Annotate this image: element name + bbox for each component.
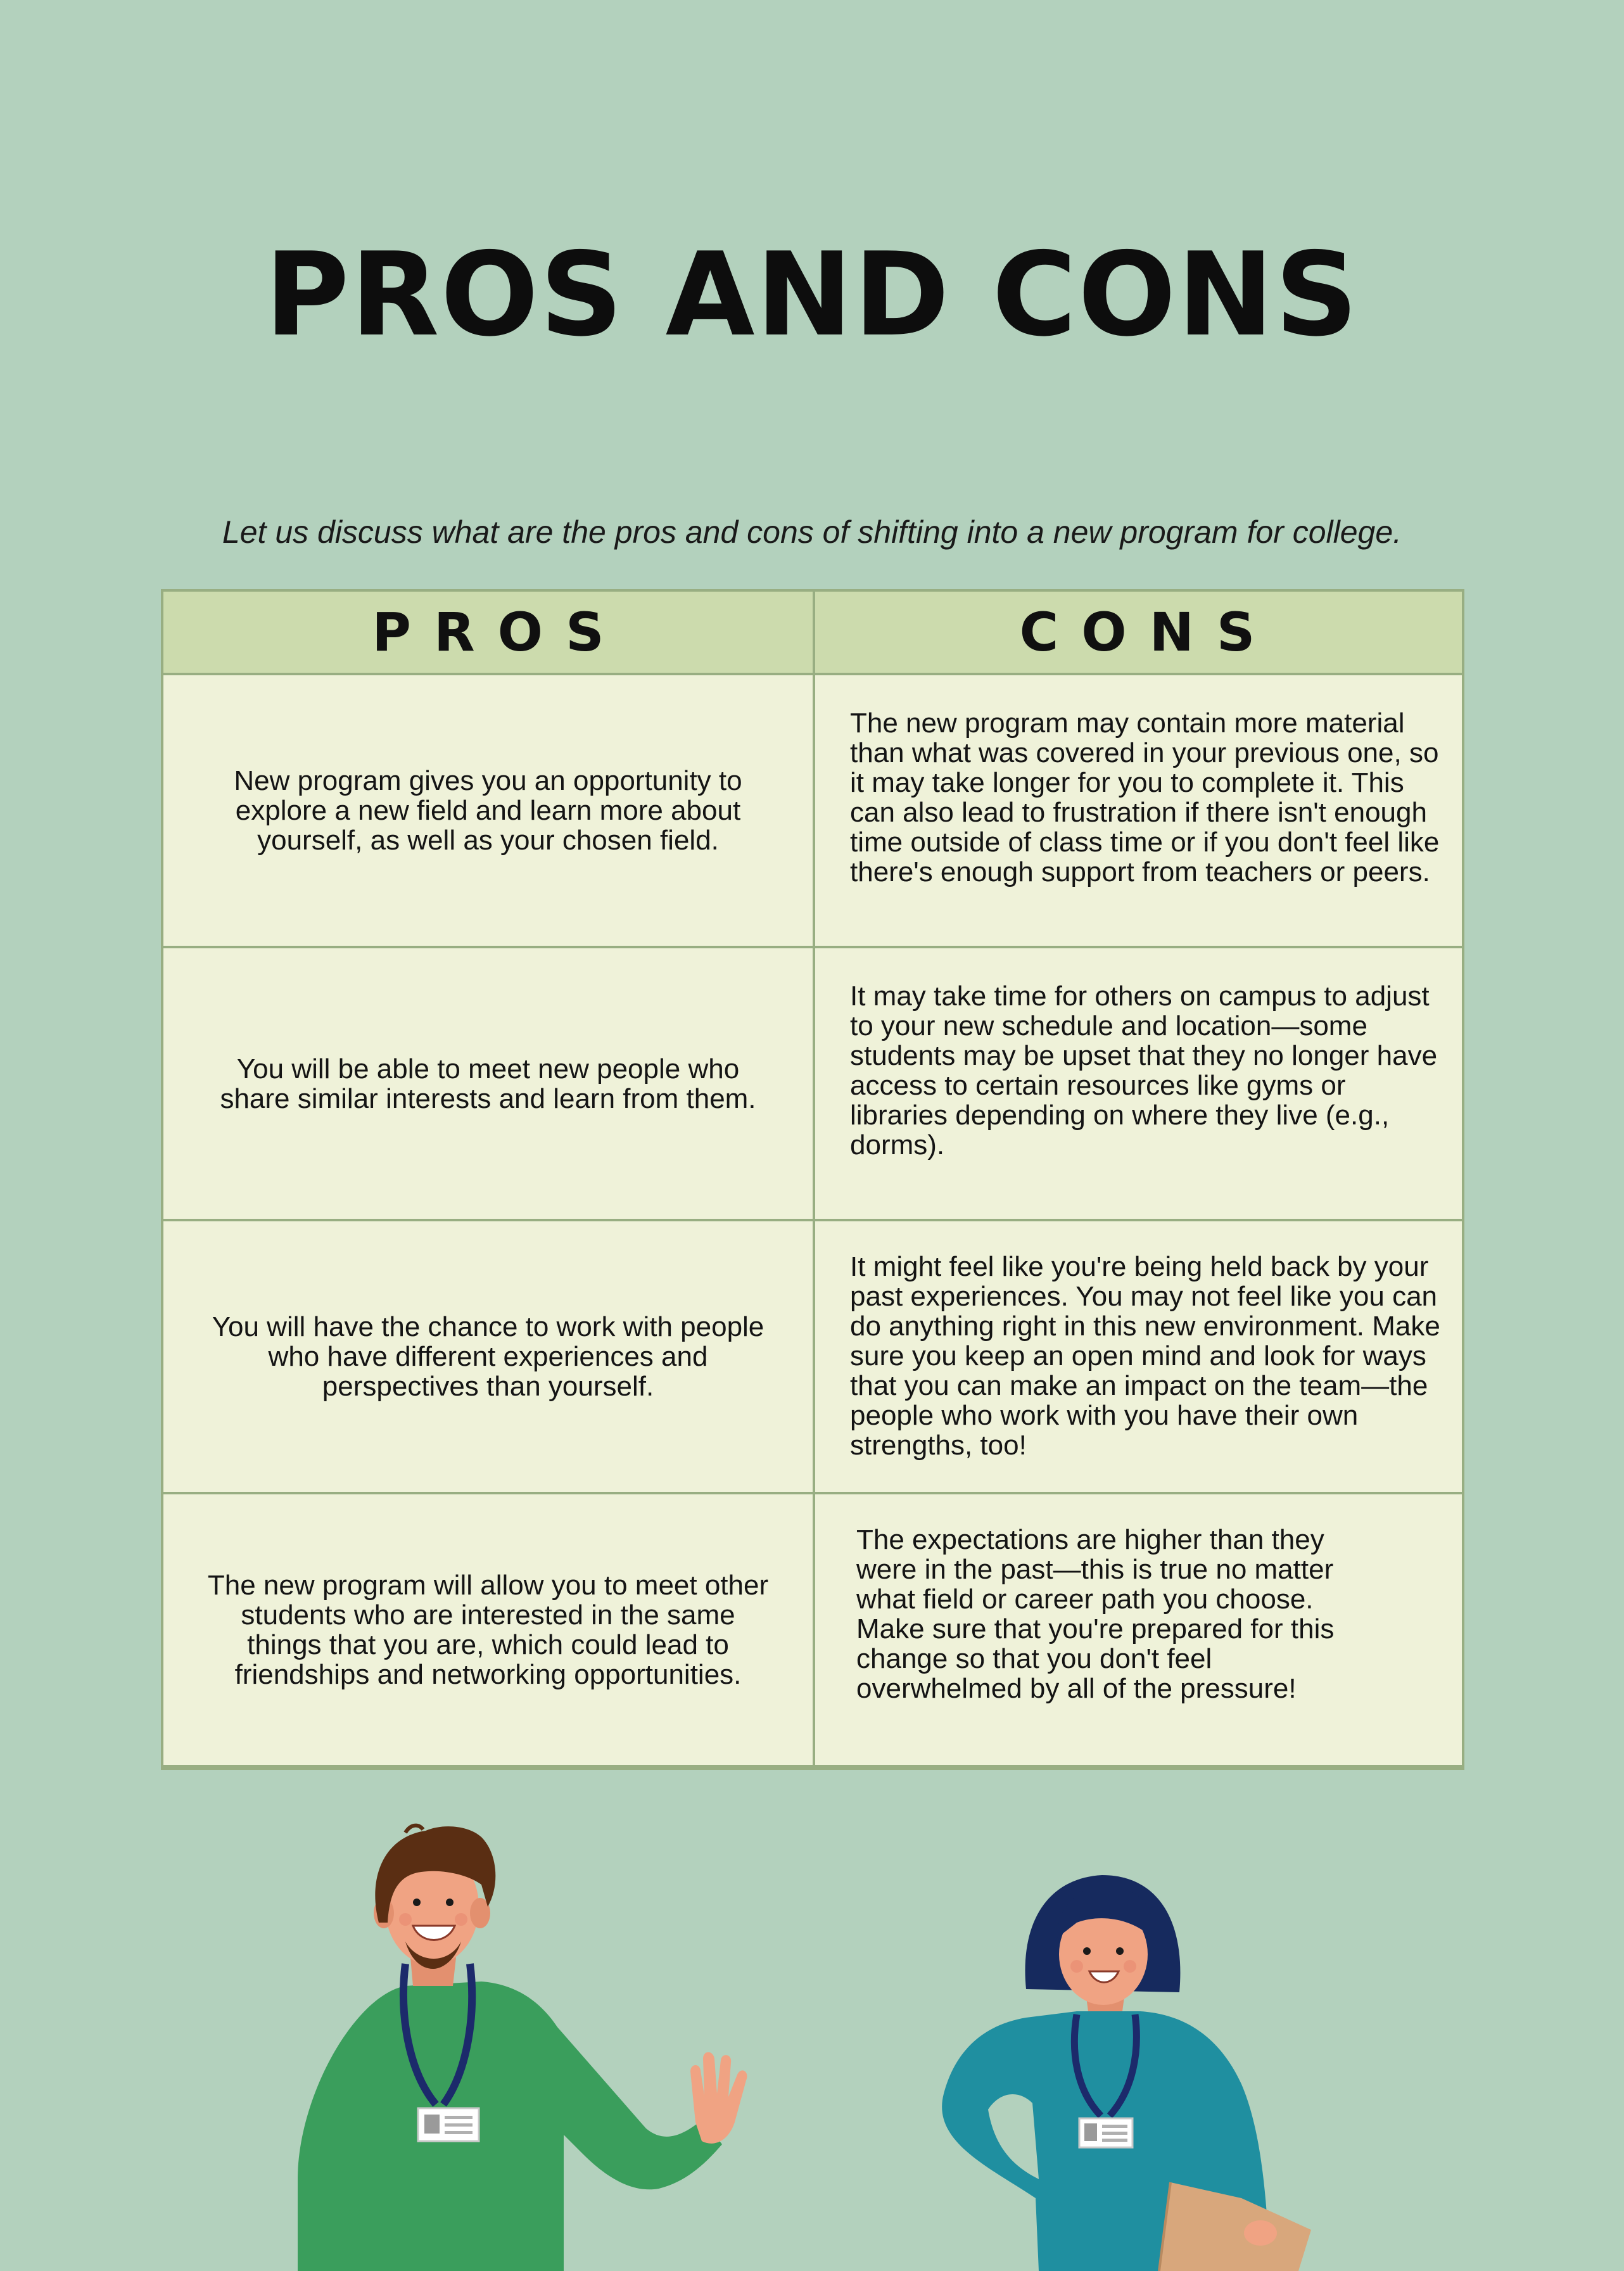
pros-cons-table: [161, 589, 1464, 1770]
pro-cell: [163, 1494, 813, 1765]
con-text: The expectations are higher than they were in the past—this is true no matter what field or career path you choose. Make sure that you're prepared for this change so that you don't feel overwhelmed by all of the pressure!: [856, 1524, 1335, 1704]
con-cell: [815, 675, 1462, 946]
con-cell: [815, 1221, 1462, 1492]
pro-text: You will have the chance to work with people who have different experiences and perspectives than yourself.: [212, 1311, 764, 1402]
pro-text: New program gives you an opportunity to explore a new field and learn more about yourself, as well as your chosen field.: [234, 765, 742, 856]
con-cell: [815, 1494, 1462, 1765]
pros-header: PROS: [372, 601, 627, 663]
man-waving-icon: [298, 1826, 747, 2271]
page-title: PROS AND CONS: [265, 227, 1359, 362]
cons-header: CONS: [1019, 601, 1278, 663]
con-text: It may take time for others on campus to adjust to your new schedule and location—some students may be upset that they no longer have access to certain resources like gyms or libraries depending on where they live (e.g., dorms).: [850, 981, 1438, 1161]
woman-holding-folder-icon: [942, 1875, 1311, 2271]
column-divider: [813, 592, 815, 1767]
page-subtitle: Let us discuss what are the pros and cons of shifting into a new program for college.: [222, 514, 1402, 550]
con-cell: [815, 948, 1462, 1219]
con-text: The new program may contain more material than what was covered in your previous one, so it may take longer for you to complete it. This can also lead to frustration if there isn't enough time outside of class time or if you don't feel like there's enough support from teachers or peers.: [850, 708, 1440, 887]
pro-text: The new program will allow you to meet other students who are interested in the same things that you are, which could lead to friendships and networking opportunities.: [207, 1569, 769, 1690]
pro-text: You will be able to meet new people who share similar interests and learn from them.: [220, 1053, 756, 1114]
pro-cell: [163, 675, 813, 946]
pro-cell: [163, 948, 813, 1219]
pro-cell: [163, 1221, 813, 1492]
people-illustration: [0, 1812, 1624, 2271]
con-text: It might feel like you're being held back by your past experiences. You may not feel like you can do anything right in this new environment. Make sure you keep an open mind and look for ways that you can make an impact on the team—the people who work with you have their own strengths, too!: [850, 1251, 1440, 1461]
